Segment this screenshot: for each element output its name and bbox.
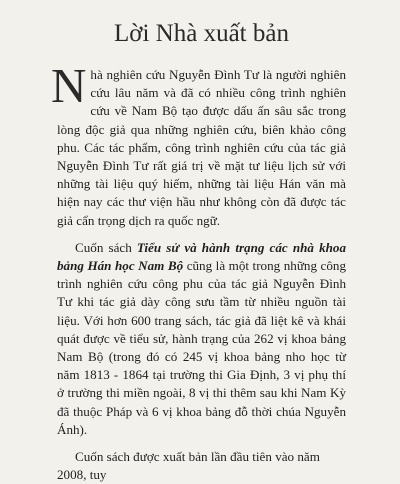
book-title-text: Tiểu sử và hành trạng các nhà khoa bảng Hán học Nam Bộ xyxy=(57,239,346,274)
paragraph-intro-text: hà nghiên cứu Nguyễn Đình Tư là người nghiên cứu lâu năm và đã có nhiều công trình nghiên cứu về Nam Bộ tạo được dấu ấn sâu sắc trong lòng độc giả qua những nghiên cứu, biên khảo công phu. Các tác phẩm, công trình nghiên cứu của tác giả Nguyễn Đình Tư rất giá trị về mặt tư liệu lịch sử với những tài liệu quý hiếm, những tài liệu Hán văn mà hiện nay các thư viện hầu như không còn đã được tác giả cẩn trọng dịch ra quốc ngữ. xyxy=(57,67,346,228)
paragraph-publication-text: Cuốn sách được xuất bản lần đầu tiên vào năm 2008, tuy xyxy=(57,449,320,483)
drop-cap-letter: N xyxy=(51,58,87,113)
paragraph-book-text: cũng là một trong những công trình nghiên cứu công phu của tác giả Nguyễn Đình Tư khi tác giả dày công sưu tầm từ nhiều nguồn tài liệu. Với hơn 600 trang sách, tác giả đã liệt kê và khái quát được về tiểu sử, hành trạng của 262 vị khoa bảng Nam Bộ (trong đó có 245 vị khoa bảng nho học từ năm 1813 - 1864 tại trường thi Gia Định, 3 vị phụ thí ở trường thi miền ngoài, 8 vị thi thêm sau khi Nam Kỳ đã thuộc Pháp và 6 vị khoa bảng đỗ thời chúa Nguyễn Ánh). xyxy=(57,258,346,437)
paragraph-book xyxy=(57,239,346,439)
paragraph-publication xyxy=(57,448,346,483)
page-title: Lời Nhà xuất bản xyxy=(114,20,289,47)
paragraph-book-lead: Cuốn sách xyxy=(75,239,137,255)
paragraph-intro xyxy=(51,58,346,230)
